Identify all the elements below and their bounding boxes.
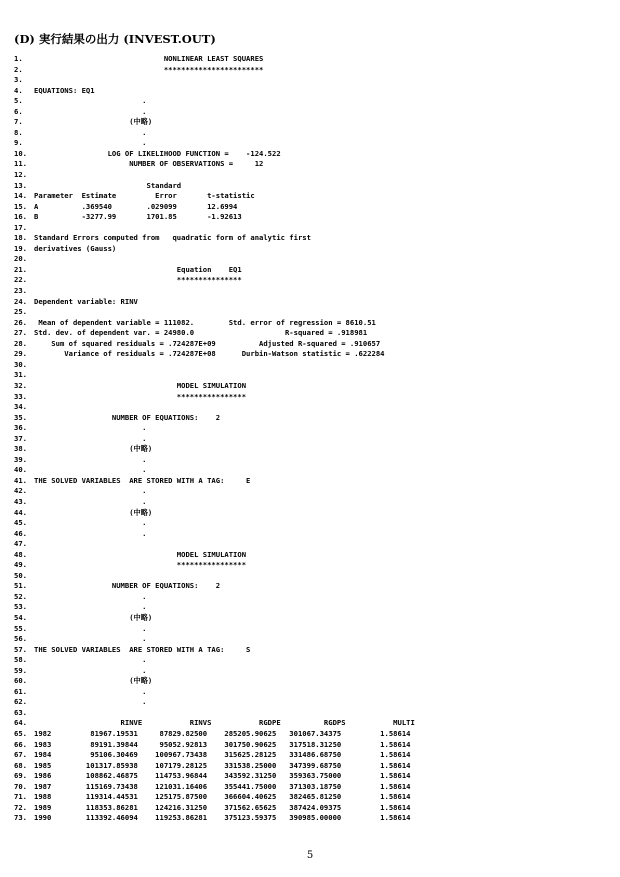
line-number: 49. (14, 560, 27, 570)
listing-line (14, 581, 604, 592)
line-number: 44. (14, 507, 27, 517)
line-number: 21. (14, 264, 27, 274)
line-text: 1987 115169.73438 121031.16406 355441.75000 371303.18750 1.58614 (34, 781, 411, 791)
line-text: NONLINEAR LEAST SQUARES (34, 54, 264, 63)
line-number: 20. (14, 254, 27, 264)
line-number: 18. (14, 233, 27, 243)
line-text: . (34, 96, 147, 106)
listing-line (14, 666, 604, 677)
line-text: (中略) (34, 444, 153, 454)
line-text: . (34, 486, 147, 496)
section-heading: (D) 実行結果の出力 (INVEST.OUT) (14, 32, 216, 46)
listing-line (14, 550, 604, 561)
line-text: RINVE RINVS RGDPE RGDPS MULTI (34, 718, 415, 728)
listing-line (14, 761, 604, 772)
line-text: 1984 95106.30469 100967.73438 315625.28125 331486.68750 1.58614 (34, 750, 411, 760)
line-text: . (34, 591, 147, 601)
line-text: . (34, 655, 147, 665)
listing-line (14, 697, 604, 708)
listing-line (14, 191, 604, 202)
line-number: 4. (14, 85, 23, 95)
line-number: 25. (14, 307, 27, 317)
line-number: 27. (14, 328, 27, 338)
line-text: . (34, 686, 147, 696)
listing-line (14, 244, 604, 255)
line-number: 71. (14, 792, 27, 802)
line-text: (中略) (34, 676, 153, 686)
line-number: 48. (14, 549, 27, 559)
line-number: 35. (14, 412, 27, 422)
line-number: 6. (14, 106, 23, 116)
line-text: . (34, 433, 147, 443)
line-text: . (34, 138, 147, 148)
listing-line (14, 275, 604, 286)
line-number: 41. (14, 475, 27, 485)
line-number: 22. (14, 275, 27, 285)
listing-line (14, 613, 604, 624)
page-number: 5 (306, 850, 314, 861)
line-number: 73. (14, 813, 27, 823)
listing-line (14, 297, 604, 308)
line-text: . (34, 465, 147, 475)
line-number: 17. (14, 222, 27, 232)
listing-line (14, 233, 604, 244)
line-text: . (34, 106, 147, 116)
line-number: 19. (14, 243, 27, 253)
line-text: 1989 118353.86281 124216.31250 371562.65625 387424.09375 1.58614 (34, 802, 411, 812)
line-number: 61. (14, 686, 27, 696)
line-text: (中略) (34, 507, 153, 517)
line-text: . (34, 518, 147, 528)
line-number: 56. (14, 634, 27, 644)
line-number: 65. (14, 729, 27, 738)
listing-line (14, 339, 604, 350)
output-listing (14, 54, 604, 824)
line-text: MODEL SIMULATION (34, 549, 247, 559)
line-text: Dependent variable: RINV (34, 296, 138, 306)
listing-line (14, 655, 604, 666)
listing-line (14, 138, 604, 149)
listing-line (14, 54, 604, 65)
line-text: B -3277.99 1701.85 -1.92613 (34, 212, 242, 222)
listing-line (14, 392, 604, 403)
listing-line (14, 444, 604, 455)
line-text: NUMBER OF OBSERVATIONS = 12 (34, 159, 264, 169)
line-number: 64. (14, 718, 27, 728)
line-number: 55. (14, 623, 27, 633)
listing-line (14, 708, 604, 719)
line-number: 16. (14, 212, 27, 222)
line-text: . (34, 623, 147, 633)
listing-line (14, 223, 604, 234)
listing-line (14, 328, 604, 339)
listing-line (14, 718, 604, 729)
listing-line (14, 202, 604, 213)
line-text: EQUATIONS: EQ1 (34, 85, 95, 95)
line-number: 46. (14, 528, 27, 538)
listing-line (14, 86, 604, 97)
line-number: 66. (14, 739, 27, 749)
listing-line (14, 159, 604, 170)
line-number: 38. (14, 444, 27, 454)
listing-line (14, 318, 604, 329)
line-number: 43. (14, 496, 27, 506)
listing-line (14, 465, 604, 476)
listing-line (14, 486, 604, 497)
line-text: A .369540 .029099 12.6994 (34, 201, 238, 211)
line-number: 33. (14, 391, 27, 401)
listing-line (14, 518, 604, 529)
listing-line (14, 265, 604, 276)
line-number: 54. (14, 612, 27, 622)
listing-line (14, 413, 604, 424)
line-text: THE SOLVED VARIABLES ARE STORED WITH A TAG: S (34, 644, 251, 654)
listing-line (14, 370, 604, 381)
line-number: 42. (14, 486, 27, 496)
line-text: LOG OF LIKELIHOOD FUNCTION = -124.522 (34, 148, 281, 158)
line-text: Parameter Estimate Error t-statistic (34, 191, 255, 201)
line-text: . (34, 665, 147, 675)
line-text: 1983 89191.39844 95052.92813 301750.90625 317518.31250 1.58614 (34, 739, 411, 749)
line-text: . (34, 496, 147, 506)
line-text: Sum of squared residuals = .724287E+09 Adjusted R-squared = .910657 (34, 338, 381, 348)
line-text: 1982 81967.19531 87829.82500 285205.90625 301067.34375 1.58614 (34, 729, 411, 738)
listing-line (14, 729, 604, 740)
listing-line (14, 149, 604, 160)
line-text: Standard (34, 180, 182, 190)
line-number: 59. (14, 665, 27, 675)
listing-line (14, 771, 604, 782)
line-number: 32. (14, 380, 27, 390)
line-number: 15. (14, 201, 27, 211)
line-text: 1990 113392.46094 119253.86281 375123.59375 390985.00000 1.58614 (34, 813, 411, 823)
listing-line (14, 212, 604, 223)
line-number: 8. (14, 127, 23, 137)
line-text: Standard Errors computed from quadratic form of analytic first (34, 233, 311, 243)
line-number: 70. (14, 781, 27, 791)
listing-line (14, 254, 604, 265)
listing-line (14, 676, 604, 687)
listing-line (14, 539, 604, 550)
line-number: 12. (14, 170, 27, 180)
line-number: 2. (14, 64, 23, 74)
listing-line (14, 645, 604, 656)
listing-line (14, 117, 604, 128)
line-text: . (34, 602, 147, 612)
line-number: 26. (14, 317, 27, 327)
listing-line (14, 181, 604, 192)
line-text: **************** (34, 391, 247, 401)
line-number: 23. (14, 286, 27, 296)
line-text: . (34, 423, 147, 433)
line-text: 1986 108862.46875 114753.96844 343592.31250 359363.75000 1.58614 (34, 771, 411, 781)
listing-line (14, 65, 604, 76)
listing-line (14, 602, 604, 613)
listing-line (14, 360, 604, 371)
line-text: . (34, 127, 147, 137)
line-text: 1988 119314.44531 125175.87500 366604.40625 382465.81250 1.58614 (34, 792, 411, 802)
line-number: 53. (14, 602, 27, 612)
listing-line (14, 349, 604, 360)
listing-line (14, 497, 604, 508)
line-number: 29. (14, 349, 27, 359)
line-number: 45. (14, 518, 27, 528)
line-number: 31. (14, 370, 27, 380)
line-text: derivatives (Gauss) (34, 243, 117, 253)
listing-line (14, 803, 604, 814)
line-text: . (34, 634, 147, 644)
listing-line (14, 75, 604, 86)
line-number: 52. (14, 591, 27, 601)
line-number: 39. (14, 454, 27, 464)
listing-line (14, 571, 604, 582)
line-text: Equation EQ1 (34, 264, 242, 274)
line-number: 14. (14, 191, 27, 201)
line-text: (中略) (34, 117, 153, 127)
line-number: 72. (14, 802, 27, 812)
line-text: *********************** (34, 64, 264, 74)
listing-line (14, 96, 604, 107)
line-text: Mean of dependent variable = 111082. Std. error of regression = 8610.51 (34, 317, 376, 327)
line-text: . (34, 528, 147, 538)
line-number: 1. (14, 54, 23, 63)
listing-line (14, 286, 604, 297)
listing-line (14, 750, 604, 761)
line-number: 5. (14, 96, 23, 106)
listing-line (14, 107, 604, 118)
line-number: 13. (14, 180, 27, 190)
listing-line (14, 560, 604, 571)
listing-line (14, 782, 604, 793)
line-number: 60. (14, 676, 27, 686)
line-text: . (34, 454, 147, 464)
listing-line (14, 381, 604, 392)
listing-line (14, 634, 604, 645)
listing-line (14, 402, 604, 413)
line-number: 68. (14, 760, 27, 770)
line-number: 58. (14, 655, 27, 665)
listing-line (14, 455, 604, 466)
listing-line (14, 687, 604, 698)
listing-line (14, 740, 604, 751)
line-text: (中略) (34, 612, 153, 622)
listing-line (14, 476, 604, 487)
line-number: 47. (14, 539, 27, 549)
listing-line (14, 508, 604, 519)
line-number: 57. (14, 644, 27, 654)
line-text: . (34, 697, 147, 707)
line-number: 7. (14, 117, 23, 127)
line-number: 34. (14, 402, 27, 412)
line-number: 69. (14, 771, 27, 781)
listing-line (14, 813, 604, 824)
line-number: 11. (14, 159, 27, 169)
line-number: 36. (14, 423, 27, 433)
listing-line (14, 529, 604, 540)
line-number: 63. (14, 707, 27, 717)
line-text: **************** (34, 560, 247, 570)
line-text: THE SOLVED VARIABLES ARE STORED WITH A TAG: E (34, 475, 251, 485)
line-text: NUMBER OF EQUATIONS: 2 (34, 581, 221, 591)
listing-line (14, 592, 604, 603)
line-number: 28. (14, 338, 27, 348)
listing-line (14, 624, 604, 635)
line-text: 1985 101317.85938 107179.28125 331538.25000 347399.68750 1.58614 (34, 760, 411, 770)
line-number: 51. (14, 581, 27, 591)
line-text: MODEL SIMULATION (34, 380, 247, 390)
listing-line (14, 423, 604, 434)
line-text: Variance of residuals = .724287E+08 Durbin-Watson statistic = .622284 (34, 349, 385, 359)
line-number: 24. (14, 296, 27, 306)
line-text: Std. dev. of dependent var. = 24980.0 R-squared = .918981 (34, 328, 368, 338)
line-number: 9. (14, 138, 23, 148)
line-text: *************** (34, 275, 242, 285)
listing-line (14, 128, 604, 139)
line-number: 3. (14, 75, 23, 85)
listing-line (14, 170, 604, 181)
line-number: 30. (14, 359, 27, 369)
line-number: 10. (14, 148, 27, 158)
listing-line (14, 307, 604, 318)
line-text: NUMBER OF EQUATIONS: 2 (34, 412, 221, 422)
line-number: 62. (14, 697, 27, 707)
line-number: 37. (14, 433, 27, 443)
line-number: 67. (14, 750, 27, 760)
line-number: 50. (14, 570, 27, 580)
line-number: 40. (14, 465, 27, 475)
listing-line (14, 792, 604, 803)
listing-line (14, 434, 604, 445)
